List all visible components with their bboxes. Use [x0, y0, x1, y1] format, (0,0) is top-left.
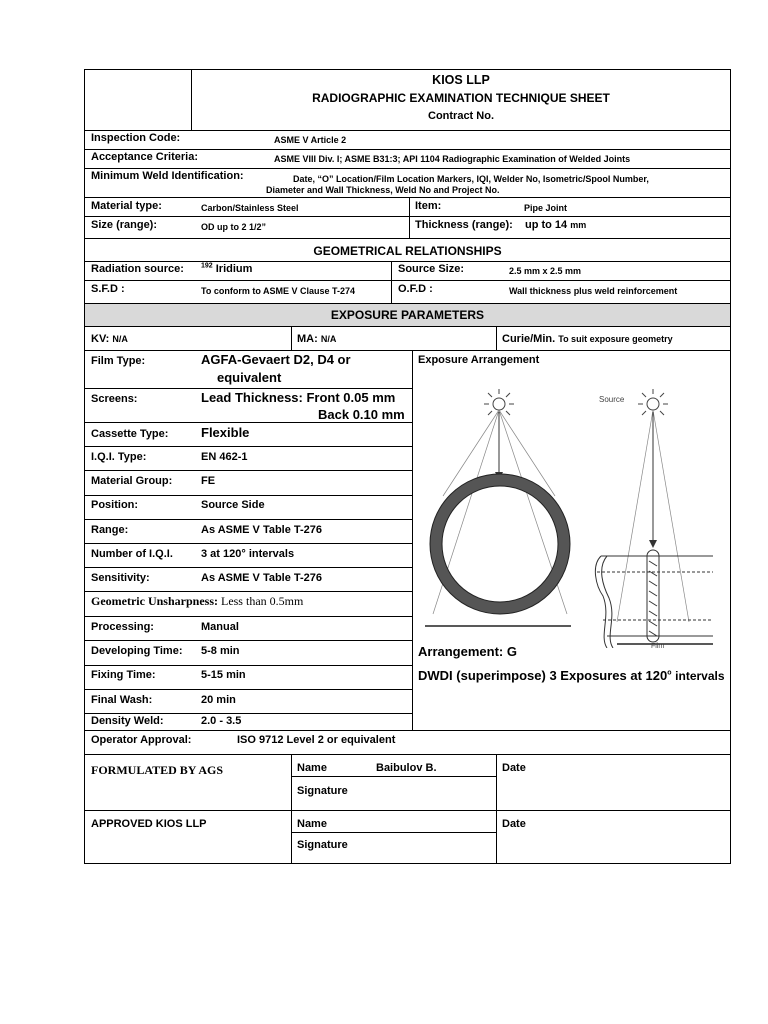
pipe-cross-section [436, 480, 564, 608]
pipe-side-view [595, 550, 713, 648]
contract-no: Contract No. [428, 110, 494, 122]
processing-label: Processing: [91, 621, 154, 633]
acceptance-criteria-label: Acceptance Criteria: [91, 151, 198, 163]
source-size-value: 2.5 mm x 2.5 mm [509, 266, 582, 276]
inspection-code-value: ASME V Article 2 [274, 135, 347, 145]
arrangement-label: Arrangement: G [418, 644, 517, 659]
number-of-iqi-label: Number of I.Q.I. [91, 548, 173, 560]
fixing-time-value: 5-15 min [201, 669, 246, 681]
exposure-heading: EXPOSURE PARAMETERS [330, 308, 485, 322]
ma-field: MA: N/A [297, 333, 337, 345]
name-value: Baibulov B. [376, 762, 437, 774]
iqi-type-label: I.Q.I. Type: [91, 451, 147, 463]
geometry-heading: GEOMETRICAL RELATIONSHIPS [313, 244, 502, 258]
density-weld-value: 2.0 - 3.5 [201, 715, 242, 727]
sfd-label: S.F.D : [91, 283, 125, 295]
geometric-unsharpness-field: Geometric Unsharpness: Less than 0.5mm [91, 594, 304, 608]
source-size-label: Source Size: [398, 263, 465, 275]
developing-time-value: 5-8 min [201, 645, 240, 657]
range-label: Range: [91, 524, 129, 536]
date-label-2: Date [502, 818, 526, 830]
min-weld-id-label: Minimum Weld Identification: [91, 170, 244, 182]
screens-label: Screens: [91, 393, 138, 405]
diagram-film-label: Film [651, 643, 665, 648]
density-weld-label: Density Weld: [91, 715, 164, 727]
radiation-source-value: $^{192}$ Iridium [201, 262, 253, 275]
film-type-value-1: AGFA-Gevaert D2, D4 or [201, 352, 351, 367]
signature-label-2: Signature [297, 839, 348, 851]
cassette-type-label: Cassette Type: [91, 428, 169, 440]
curie-field: Curie/Min. To suit exposure geometry [502, 333, 673, 345]
thickness-range-value: up to 14 mm [525, 219, 587, 231]
diagram-source-label: Source [599, 395, 625, 404]
developing-time-label: Developing Time: [91, 645, 183, 657]
final-wash-label: Final Wash: [91, 694, 153, 706]
acceptance-criteria-value: ASME VIII Div. I; ASME B31:3; API 1104 Radiographic Examination of Welded Joints [274, 154, 631, 164]
name-label-2: Name [297, 818, 327, 830]
company-name: KIOS LLP [432, 73, 490, 87]
min-weld-id-value-2: Diameter and Wall Thickness, Weld No and Project No. [266, 185, 500, 195]
thickness-range-label: Thickness (range): [415, 219, 513, 231]
name-label: Name [297, 762, 327, 774]
film-type-label: Film Type: [91, 355, 146, 367]
position-label: Position: [91, 499, 139, 511]
technique-sheet [84, 69, 731, 864]
item-label: Item: [415, 200, 442, 212]
min-weld-id-value-1: Date, “O” Location/Film Location Markers, IQI, Welder No, Isometric/Spool Number, [293, 174, 649, 184]
processing-value: Manual [201, 621, 239, 633]
sfd-value: To conform to ASME V Clause T-274 [201, 286, 356, 296]
number-of-iqi-value: 3 at 120° intervals [201, 548, 295, 560]
material-type-value: Carbon/Stainless Steel [201, 203, 299, 213]
size-range-value: OD up to 2 1/2” [201, 222, 267, 232]
screens-value-2: Back 0.10 mm [318, 407, 405, 422]
ofd-label: O.F.D : [398, 283, 433, 295]
fixing-time-label: Fixing Time: [91, 669, 156, 681]
operator-approval-value: ISO 9712 Level 2 or equivalent [237, 734, 396, 746]
size-range-label: Size (range): [91, 219, 158, 231]
sheet-title: RADIOGRAPHIC EXAMINATION TECHNIQUE SHEET [312, 91, 610, 105]
material-type-label: Material type: [91, 200, 162, 212]
date-label: Date [502, 762, 526, 774]
dwdi-text: DWDI (superimpose) 3 Exposures at 120$^o$ intervals [418, 668, 725, 683]
final-wash-value: 20 min [201, 694, 236, 706]
material-group-value: FE [201, 475, 216, 487]
inspection-code-label: Inspection Code: [91, 132, 181, 144]
formulated-by-label: FORMULATED BY AGS [91, 763, 224, 777]
ofd-value: Wall thickness plus weld reinforcement [509, 286, 678, 296]
sensitivity-value: As ASME V Table T-276 [201, 572, 323, 584]
signature-label: Signature [297, 785, 348, 797]
kv-field: KV: N/A [91, 333, 128, 345]
iqi-type-value: EN 462-1 [201, 451, 248, 463]
sensitivity-label: Sensitivity: [91, 572, 150, 584]
range-value: As ASME V Table T-276 [201, 524, 323, 536]
film-type-value-2: equivalent [217, 370, 282, 385]
position-value: Source Side [201, 499, 265, 511]
cassette-type-value: Flexible [201, 425, 250, 440]
item-value: Pipe Joint [524, 203, 568, 213]
material-group-label: Material Group: [91, 475, 173, 487]
operator-approval-label: Operator Approval: [91, 734, 192, 746]
approved-by-label: APPROVED KIOS LLP [91, 818, 207, 830]
exposure-arrangement-heading: Exposure Arrangement [418, 354, 540, 366]
radiation-source-label: Radiation source: [91, 263, 184, 275]
screens-value-1: Lead Thickness: Front 0.05 mm [201, 390, 396, 405]
exposure-arrangement-diagram [421, 386, 721, 648]
